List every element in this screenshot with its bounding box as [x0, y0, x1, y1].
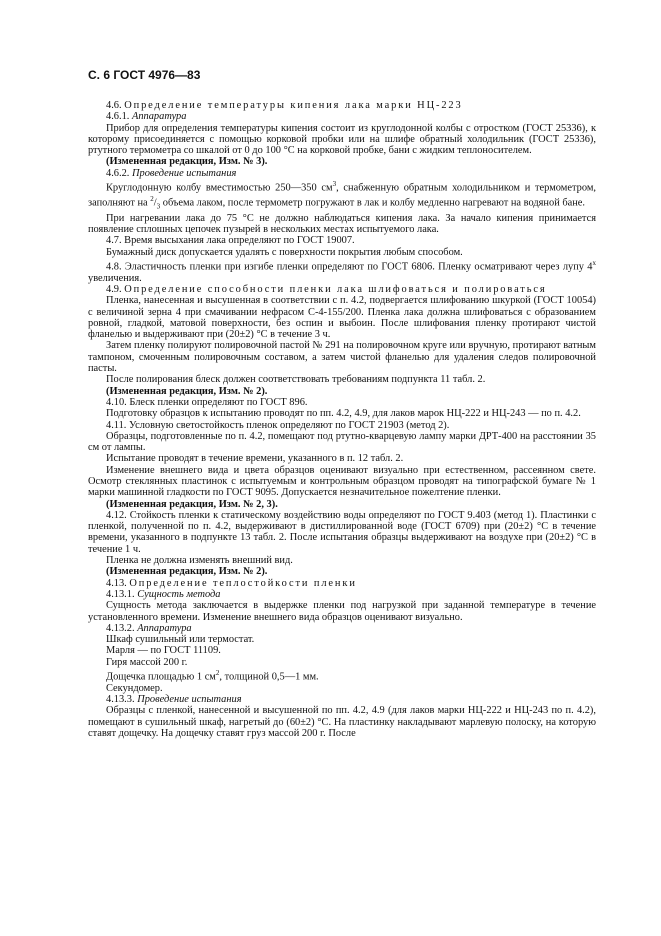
list-item: Шкаф сушильный или термостат.: [106, 634, 255, 646]
section-title: Аппаратура: [132, 111, 187, 123]
fraction-numerator: 2: [150, 194, 154, 203]
paragraph: Прибор для определения температуры кипения состоит из круглодонной колбы с отростком (ГОСТ 25336), к которому присоединяется с помощью корковой пробки или на шлифе обратный холодильник (ГОСТ 25336), ртутного термометра со шкалой от 0 до 100 °С на корковой пробке, бани с жидким теплоносителем.: [88, 122, 596, 157]
superscript: 3: [332, 180, 337, 189]
section-number: 4.13.2.: [106, 622, 135, 634]
paragraph: Бумажный диск допускается удалять с поверхности покрытия любым способом.: [106, 246, 463, 258]
section-4-6-2: [88, 168, 596, 179]
list-item: Секундомер.: [106, 682, 163, 694]
section-title: Проведение испытания: [137, 694, 242, 706]
paragraph: Образцы с пленкой, нанесенной и высушенной по пп. 4.2, 4.9 (для лаков марки НЦ-222 и НЦ-243 по п. 4.2), помещают в сушильный шкаф, нагретый до (60±2) °С. На пластинку накладывают марлевую полоску, на которую ставят дощечку. На дощечку ставят груз массой 200 г. После: [88, 705, 596, 739]
section-title: Определение температуры кипения лака марки НЦ-223: [124, 100, 463, 111]
paragraph: При нагревании лака до 75 °С не должно наблюдаться кипения лака. За начало кипения принимается появление сплошных цепочек пузырей в нескольких местах испытуемого лака.: [88, 212, 596, 235]
section-title: Проведение испытания: [132, 167, 237, 179]
section-number: 4.6.1.: [106, 111, 130, 123]
section-number: 4.6.: [106, 100, 122, 111]
text: , толщиной 0,5—1 мм.: [219, 671, 319, 683]
edition-note: (Измененная редакция, Изм. № 2).: [106, 566, 268, 578]
paragraph: Пленка не должна изменять внешний вид.: [106, 555, 293, 567]
section-4-9: [88, 284, 596, 295]
text: объема лаком, после термометр погружают в лак и колбу медленно нагревают на водяной бане.: [160, 197, 586, 209]
document-page: [88, 68, 596, 739]
list-item: Марля — по ГОСТ 11109.: [106, 645, 221, 657]
section-title: Определение способности пленки лака шлифоваться и полироваться: [124, 283, 547, 295]
section-title: Сущность метода: [137, 588, 221, 600]
superscript: 2: [215, 669, 220, 678]
section-number: 4.13.1.: [106, 588, 135, 600]
paragraph: 4.10. Блеск пленки определяют по ГОСТ 896.: [106, 396, 308, 408]
section-number: 4.13.: [106, 577, 127, 589]
edition-note: (Измененная редакция, Изм. № 2, 3).: [106, 498, 278, 510]
text: Круглодонную колбу вместимостью 250—350 см: [106, 182, 333, 194]
paragraph: Изменение внешнего вида и цвета образцов оценивают визуально при естественном, рассеянном свете. Осмотр стеклянных пластинок с испытуемым и контрольным образцом проводят на типографской бумаге № 1 марки машинной гладкости по ГОСТ 9095. Допускается незначительное пожелтение пленки.: [88, 464, 596, 499]
paragraph: Подготовку образцов к испытанию проводят по пп. 4.2, 4.9, для лаков марок НЦ-222 и НЦ-243 — по п. 4.2.: [106, 408, 581, 420]
paragraph: 4.11. Условную светостойкость пленок определяют по ГОСТ 21903 (метод 2).: [106, 419, 450, 431]
page-header: С. 6 ГОСТ 4976—83: [88, 68, 201, 82]
section-title: Определение теплостойкости пленки: [129, 577, 357, 589]
section-number: 4.9.: [106, 283, 122, 295]
text: 4.8. Эластичность пленки при изгибе пленки определяют по ГОСТ 6806. Пленку осматривают через лупу 4: [106, 261, 593, 273]
paragraph: Круглодонную колбу вместимостью 250—350 $см^3$, снабженную обратным холодильником и термометром, заполняют на $^2/_3$ объема лаком, после термометр погружают в лак и колбу медленно нагревают на водяной бане.: [88, 180, 596, 211]
section-4-13: [88, 578, 596, 589]
text: Дощечка площадью 1 см: [106, 671, 216, 683]
section-4-6: [88, 100, 596, 111]
paragraph: Сущность метода заключается в выдержке пленки под нагрузкой при заданной температуре в течение установленного времени. Изменение внешнего вида образцов оценивают визуально.: [88, 600, 596, 623]
section-number: 4.6.2.: [106, 167, 130, 179]
paragraph: 4.12. Стойкость пленки к статическому воздействию воды определяют по ГОСТ 9.403 (метод 1). Пластинки с пленкой, полученной по п. 4.2, выдерживают в дистиллированной воде (ГОСТ 6709) при (20±2) °С в течение времени, указанного в подпункте 13 табл. 2. После испытания образцы выдерживают на воздухе при (20±2) °С в течение 1 ч.: [88, 509, 596, 555]
text: , снабженную обратным холодильником и термометром, заполняют на: [88, 182, 596, 209]
section-4-13-2: [88, 623, 596, 634]
list-item: [88, 668, 596, 683]
fraction-denominator: 3: [156, 202, 161, 211]
section-4-6-1: [88, 111, 596, 122]
section-4-13-3: [88, 694, 596, 705]
edition-note: (Измененная редакция, Изм. № 2).: [106, 385, 268, 397]
paragraph: 4.7. Время высыхания лака определяют по ГОСТ 19007.: [106, 235, 355, 247]
superscript: x: [592, 258, 596, 267]
paragraph: [88, 258, 596, 284]
section-title: Аппаратура: [137, 622, 192, 634]
paragraph: Пленка, нанесенная и высушенная в соответствии с п. 4.2, подвергается шлифованию шкуркой (ГОСТ 10054) с величиной зерна 4 при смачивании нефрасом С-4-155/200. Пленка лака должна шлифоваться с образованием ровной, гладкой, матовой поверхности, без оспин и выбоин. После шлифования пленку протирают чистой фланелью и выдерживают при (20±2) °С в течение 3 ч.: [88, 295, 596, 341]
text: увеличения.: [88, 272, 142, 284]
list-item: Гиря массой 200 г.: [106, 656, 188, 668]
section-4-13-1: [88, 589, 596, 600]
paragraph: Затем пленку полируют полировочной пастой № 291 на полировочном круге или вручную, протирают ватным тампоном, смоченным полировочным составом, а затем чистой фланелью для удаления следов полировочной пасты.: [88, 340, 596, 375]
section-number: 4.13.3.: [106, 694, 135, 706]
paragraph: Образцы, подготовленные по п. 4.2, помещают под ртутно-кварцевую лампу марки ДРТ-400 на расстоянии 35 см от лампы.: [88, 430, 596, 454]
paragraph: Испытание проводят в течение времени, указанного в п. 12 табл. 2.: [106, 453, 404, 465]
edition-note: (Измененная редакция, Изм. № 3).: [106, 156, 268, 168]
paragraph: После полирования блеск должен соответствовать требованиям подпункта 11 табл. 2.: [106, 374, 486, 386]
